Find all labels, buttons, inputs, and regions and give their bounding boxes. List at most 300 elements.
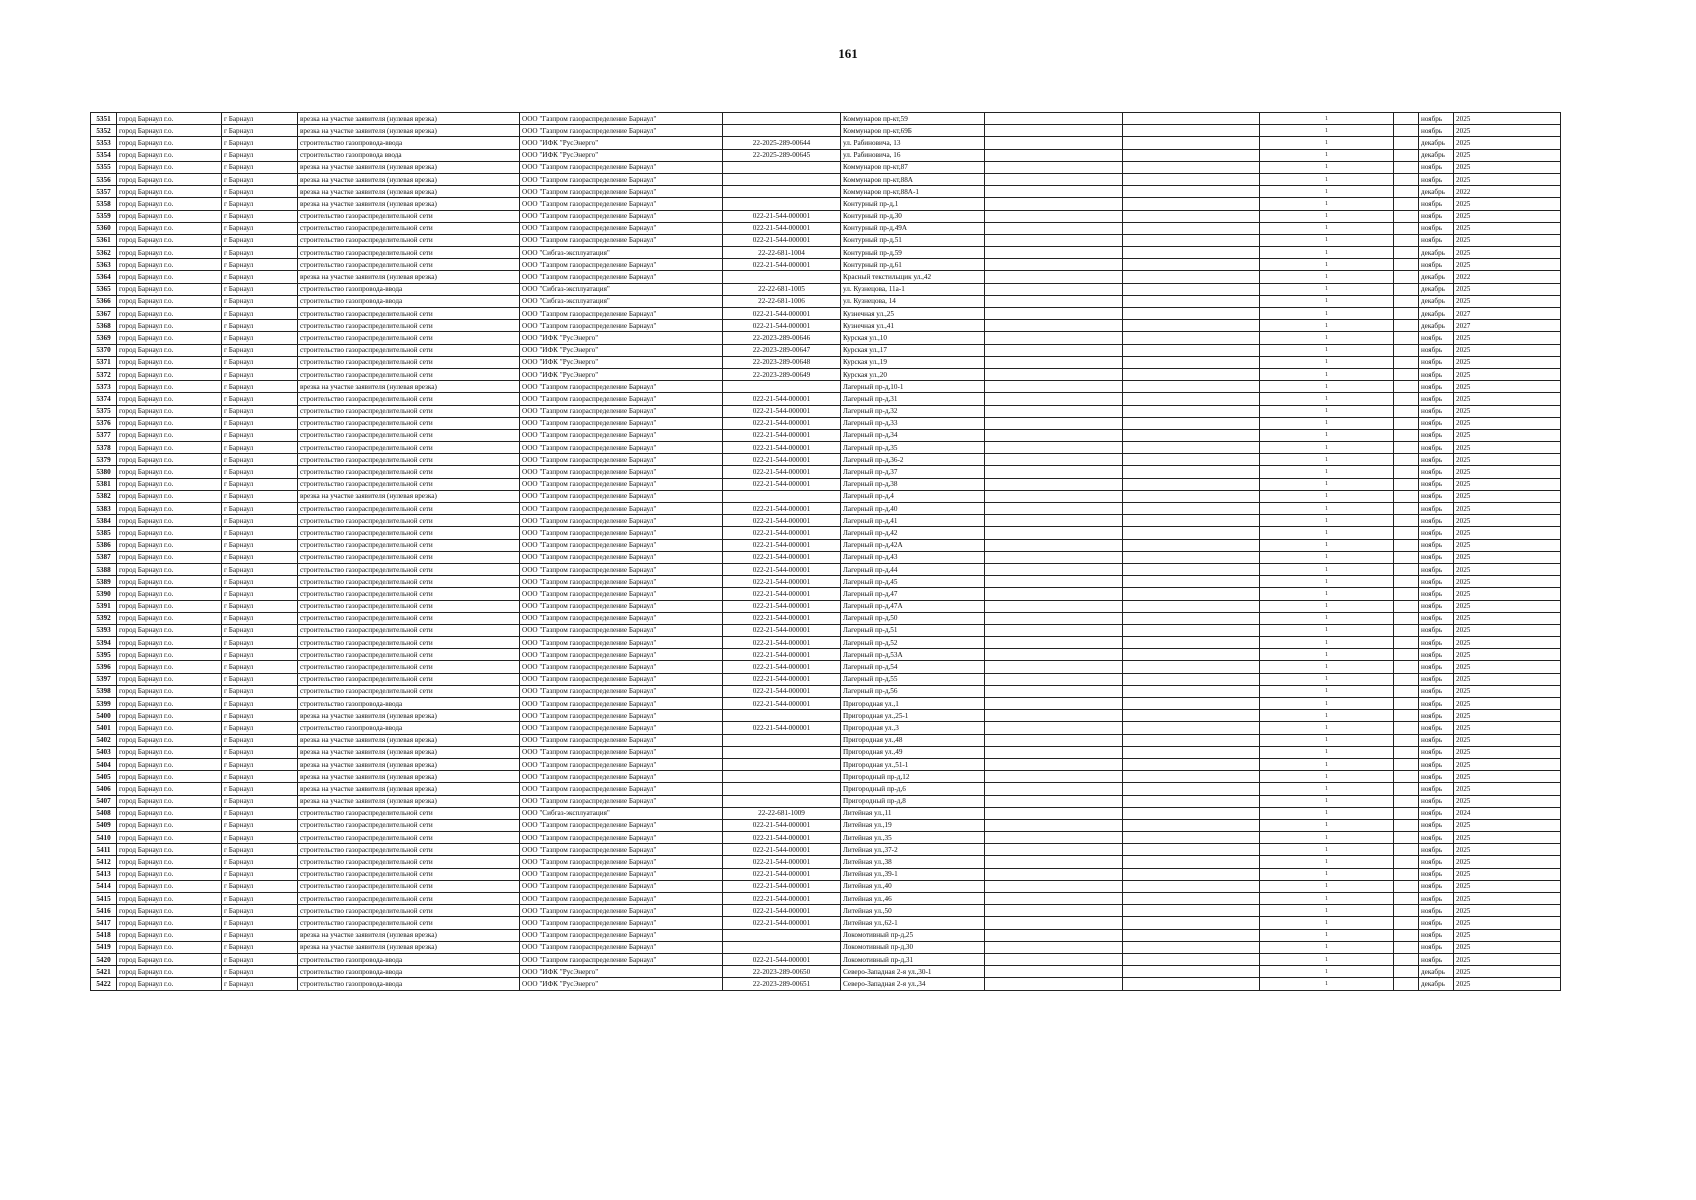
empty-cell: [985, 661, 1123, 673]
empty-cell: [1394, 515, 1419, 527]
address-cell: Литейная ул.,46: [841, 893, 985, 905]
year-cell: 2025: [1454, 344, 1561, 356]
year-cell: 2025: [1454, 234, 1561, 246]
table-row: [91, 746, 1561, 758]
address-cell: Лагерный пр-д,37: [841, 466, 985, 478]
quantity-cell: 1: [1260, 624, 1394, 636]
contract-number-cell: 022-21-544-000001: [723, 880, 841, 892]
empty-cell: [1123, 368, 1260, 380]
table-row: [91, 698, 1561, 710]
contract-number-cell: 022-21-544-000001: [723, 308, 841, 320]
quantity-cell: 1: [1260, 588, 1394, 600]
settlement-cell: г Барнаул: [222, 978, 298, 990]
table-row: [91, 332, 1561, 344]
row-number: 5403: [91, 746, 117, 758]
contract-number-cell: [723, 758, 841, 770]
empty-cell: [1123, 344, 1260, 356]
empty-cell: [985, 953, 1123, 965]
work-type-cell: строительство газораспределительной сети: [298, 917, 520, 929]
work-type-cell: строительство газораспределительной сети: [298, 478, 520, 490]
organization-cell: ООО "Газпром газораспределение Барнаул": [520, 612, 723, 624]
empty-cell: [985, 917, 1123, 929]
empty-cell: [985, 186, 1123, 198]
empty-cell: [985, 819, 1123, 831]
contract-number-cell: 022-21-544-000001: [723, 722, 841, 734]
month-cell: ноябрь: [1419, 624, 1454, 636]
settlement-cell: г Барнаул: [222, 478, 298, 490]
organization-cell: ООО "Газпром газораспределение Барнаул": [520, 673, 723, 685]
quantity-cell: 1: [1260, 698, 1394, 710]
table-row: [91, 125, 1561, 137]
address-cell: Локомотивный пр-д,25: [841, 929, 985, 941]
table-row: [91, 466, 1561, 478]
month-cell: ноябрь: [1419, 832, 1454, 844]
contract-number-cell: [723, 783, 841, 795]
quantity-cell: 1: [1260, 429, 1394, 441]
settlement-cell: г Барнаул: [222, 393, 298, 405]
month-cell: ноябрь: [1419, 917, 1454, 929]
row-number: 5408: [91, 807, 117, 819]
empty-cell: [1394, 295, 1419, 307]
organization-cell: ООО "Газпром газораспределение Барнаул": [520, 649, 723, 661]
year-cell: 2025: [1454, 222, 1561, 234]
table-row: [91, 198, 1561, 210]
quantity-cell: 1: [1260, 734, 1394, 746]
empty-cell: [1123, 149, 1260, 161]
empty-cell: [1123, 966, 1260, 978]
year-cell: 2025: [1454, 429, 1561, 441]
settlement-cell: г Барнаул: [222, 941, 298, 953]
row-number: 5366: [91, 295, 117, 307]
table-row: [91, 734, 1561, 746]
row-number: 5413: [91, 868, 117, 880]
month-cell: ноябрь: [1419, 905, 1454, 917]
month-cell: декабрь: [1419, 149, 1454, 161]
empty-cell: [1394, 758, 1419, 770]
contract-number-cell: [723, 161, 841, 173]
quantity-cell: 1: [1260, 905, 1394, 917]
year-cell: 2025: [1454, 844, 1561, 856]
row-number: 5400: [91, 710, 117, 722]
contract-number-cell: 022-21-544-000001: [723, 612, 841, 624]
work-type-cell: строительство газопровода-ввода: [298, 722, 520, 734]
address-cell: Лагерный пр-д,50: [841, 612, 985, 624]
year-cell: 2025: [1454, 551, 1561, 563]
table-row: [91, 649, 1561, 661]
contract-number-cell: 022-21-544-000001: [723, 320, 841, 332]
address-cell: Лагерный пр-д,42: [841, 527, 985, 539]
contract-number-cell: 22-22-681-1005: [723, 283, 841, 295]
row-number: 5351: [91, 113, 117, 125]
quantity-cell: 1: [1260, 649, 1394, 661]
address-cell: Красный текстильщик ул.,42: [841, 271, 985, 283]
municipality-cell: город Барнаул г.о.: [117, 758, 222, 770]
month-cell: ноябрь: [1419, 478, 1454, 490]
empty-cell: [1123, 320, 1260, 332]
settlement-cell: г Барнаул: [222, 356, 298, 368]
work-type-cell: врезка на участке заявителя (нулевая врезка): [298, 271, 520, 283]
address-cell: ул. Рабиновича, 16: [841, 149, 985, 161]
address-cell: Контурный пр-д,59: [841, 247, 985, 259]
empty-cell: [985, 941, 1123, 953]
year-cell: 2025: [1454, 600, 1561, 612]
work-type-cell: строительство газораспределительной сети: [298, 819, 520, 831]
empty-cell: [985, 893, 1123, 905]
quantity-cell: 1: [1260, 344, 1394, 356]
address-cell: Лагерный пр-д,47А: [841, 600, 985, 612]
quantity-cell: 1: [1260, 929, 1394, 941]
organization-cell: ООО "ИФК "РусЭнерго": [520, 149, 723, 161]
empty-cell: [1394, 466, 1419, 478]
empty-cell: [1394, 417, 1419, 429]
work-type-cell: строительство газораспределительной сети: [298, 405, 520, 417]
quantity-cell: 1: [1260, 832, 1394, 844]
quantity-cell: 1: [1260, 685, 1394, 697]
work-type-cell: врезка на участке заявителя (нулевая врезка): [298, 186, 520, 198]
organization-cell: ООО "ИФК "РусЭнерго": [520, 966, 723, 978]
quantity-cell: 1: [1260, 953, 1394, 965]
empty-cell: [1123, 551, 1260, 563]
contract-number-cell: 022-21-544-000001: [723, 429, 841, 441]
empty-cell: [985, 673, 1123, 685]
work-type-cell: строительство газопровода-ввода: [298, 283, 520, 295]
settlement-cell: г Барнаул: [222, 588, 298, 600]
contract-number-cell: 022-21-544-000001: [723, 624, 841, 636]
municipality-cell: город Барнаул г.о.: [117, 442, 222, 454]
contract-number-cell: 022-21-544-000001: [723, 259, 841, 271]
empty-cell: [1394, 576, 1419, 588]
year-cell: 2025: [1454, 515, 1561, 527]
work-type-cell: строительство газопровода ввода: [298, 149, 520, 161]
month-cell: ноябрь: [1419, 600, 1454, 612]
empty-cell: [985, 149, 1123, 161]
year-cell: 2025: [1454, 503, 1561, 515]
municipality-cell: город Барнаул г.о.: [117, 953, 222, 965]
contract-number-cell: 22-2023-289-00647: [723, 344, 841, 356]
work-type-cell: строительство газопровода-ввода: [298, 966, 520, 978]
year-cell: 2025: [1454, 198, 1561, 210]
year-cell: 2025: [1454, 710, 1561, 722]
empty-cell: [1123, 600, 1260, 612]
empty-cell: [1394, 929, 1419, 941]
municipality-cell: город Барнаул г.о.: [117, 308, 222, 320]
quantity-cell: 1: [1260, 381, 1394, 393]
month-cell: ноябрь: [1419, 795, 1454, 807]
municipality-cell: город Барнаул г.о.: [117, 649, 222, 661]
work-type-cell: строительство газораспределительной сети: [298, 234, 520, 246]
empty-cell: [985, 210, 1123, 222]
work-type-cell: строительство газораспределительной сети: [298, 210, 520, 222]
address-cell: Контурный пр-д,61: [841, 259, 985, 271]
settlement-cell: г Барнаул: [222, 186, 298, 198]
municipality-cell: город Барнаул г.о.: [117, 161, 222, 173]
work-type-cell: строительство газораспределительной сети: [298, 515, 520, 527]
address-cell: Локомотивный пр-д,31: [841, 953, 985, 965]
year-cell: 2025: [1454, 893, 1561, 905]
organization-cell: ООО "Газпром газораспределение Барнаул": [520, 490, 723, 502]
empty-cell: [985, 832, 1123, 844]
work-type-cell: строительство газораспределительной сети: [298, 332, 520, 344]
empty-cell: [1123, 515, 1260, 527]
settlement-cell: г Барнаул: [222, 856, 298, 868]
municipality-cell: город Барнаул г.о.: [117, 125, 222, 137]
empty-cell: [1394, 698, 1419, 710]
address-cell: Коммунаров пр-кт,88А-1: [841, 186, 985, 198]
organization-cell: ООО "Газпром газораспределение Барнаул": [520, 198, 723, 210]
empty-cell: [985, 393, 1123, 405]
contract-number-cell: 022-21-544-000001: [723, 588, 841, 600]
empty-cell: [1123, 198, 1260, 210]
empty-cell: [985, 758, 1123, 770]
address-cell: Лагерный пр-д,44: [841, 563, 985, 575]
contract-number-cell: [723, 746, 841, 758]
quantity-cell: 1: [1260, 466, 1394, 478]
address-cell: Лагерный пр-д,38: [841, 478, 985, 490]
quantity-cell: 1: [1260, 295, 1394, 307]
organization-cell: ООО "Газпром газораспределение Барнаул": [520, 393, 723, 405]
settlement-cell: г Барнаул: [222, 405, 298, 417]
organization-cell: ООО "Газпром газораспределение Барнаул": [520, 624, 723, 636]
month-cell: ноябрь: [1419, 807, 1454, 819]
quantity-cell: 1: [1260, 222, 1394, 234]
municipality-cell: город Барнаул г.о.: [117, 478, 222, 490]
quantity-cell: 1: [1260, 527, 1394, 539]
contract-number-cell: [723, 734, 841, 746]
work-type-cell: строительство газораспределительной сети: [298, 222, 520, 234]
empty-cell: [985, 929, 1123, 941]
empty-cell: [1394, 856, 1419, 868]
work-type-cell: строительство газораспределительной сети: [298, 356, 520, 368]
row-number: 5361: [91, 234, 117, 246]
address-cell: ул. Кузнецова, 11а-1: [841, 283, 985, 295]
organization-cell: ООО "Газпром газораспределение Барнаул": [520, 381, 723, 393]
settlement-cell: г Барнаул: [222, 905, 298, 917]
year-cell: 2025: [1454, 417, 1561, 429]
row-number: 5394: [91, 637, 117, 649]
empty-cell: [1394, 893, 1419, 905]
empty-cell: [1394, 490, 1419, 502]
contract-number-cell: [723, 490, 841, 502]
row-number: 5372: [91, 368, 117, 380]
empty-cell: [1123, 868, 1260, 880]
row-number: 5404: [91, 758, 117, 770]
address-cell: Лагерный пр-д,35: [841, 442, 985, 454]
quantity-cell: 1: [1260, 149, 1394, 161]
organization-cell: ООО "Сибгаз-эксплуатация": [520, 283, 723, 295]
year-cell: 2025: [1454, 113, 1561, 125]
empty-cell: [985, 698, 1123, 710]
address-cell: Лагерный пр-д,32: [841, 405, 985, 417]
empty-cell: [985, 612, 1123, 624]
address-cell: Литейная ул.,38: [841, 856, 985, 868]
row-number: 5375: [91, 405, 117, 417]
quantity-cell: 1: [1260, 710, 1394, 722]
municipality-cell: город Барнаул г.о.: [117, 113, 222, 125]
quantity-cell: 1: [1260, 637, 1394, 649]
row-number: 5362: [91, 247, 117, 259]
work-type-cell: строительство газораспределительной сети: [298, 417, 520, 429]
organization-cell: ООО "Газпром газораспределение Барнаул": [520, 515, 723, 527]
empty-cell: [985, 539, 1123, 551]
empty-cell: [985, 173, 1123, 185]
empty-cell: [985, 905, 1123, 917]
empty-cell: [1394, 819, 1419, 831]
empty-cell: [1394, 978, 1419, 990]
empty-cell: [985, 198, 1123, 210]
contract-number-cell: 022-21-544-000001: [723, 649, 841, 661]
quantity-cell: 1: [1260, 234, 1394, 246]
year-cell: 2025: [1454, 917, 1561, 929]
settlement-cell: г Барнаул: [222, 320, 298, 332]
organization-cell: ООО "Газпром газораспределение Барнаул": [520, 222, 723, 234]
row-number: 5357: [91, 186, 117, 198]
organization-cell: ООО "Газпром газораспределение Барнаул": [520, 551, 723, 563]
work-type-cell: строительство газораспределительной сети: [298, 624, 520, 636]
organization-cell: ООО "Газпром газораспределение Барнаул": [520, 161, 723, 173]
quantity-cell: 1: [1260, 161, 1394, 173]
empty-cell: [1123, 356, 1260, 368]
settlement-cell: г Барнаул: [222, 710, 298, 722]
address-cell: Пригородная ул.,48: [841, 734, 985, 746]
month-cell: ноябрь: [1419, 929, 1454, 941]
empty-cell: [1123, 417, 1260, 429]
row-number: 5360: [91, 222, 117, 234]
table-row: [91, 283, 1561, 295]
month-cell: ноябрь: [1419, 953, 1454, 965]
empty-cell: [1394, 271, 1419, 283]
organization-cell: ООО "Газпром газораспределение Барнаул": [520, 210, 723, 222]
settlement-cell: г Барнаул: [222, 527, 298, 539]
work-type-cell: врезка на участке заявителя (нулевая врезка): [298, 490, 520, 502]
year-cell: 2025: [1454, 868, 1561, 880]
table-row: [91, 832, 1561, 844]
empty-cell: [1123, 125, 1260, 137]
work-type-cell: строительство газораспределительной сети: [298, 429, 520, 441]
quantity-cell: 1: [1260, 941, 1394, 953]
year-cell: 2025: [1454, 247, 1561, 259]
month-cell: ноябрь: [1419, 503, 1454, 515]
contract-number-cell: 022-21-544-000001: [723, 673, 841, 685]
quantity-cell: 1: [1260, 173, 1394, 185]
quantity-cell: 1: [1260, 807, 1394, 819]
empty-cell: [1123, 710, 1260, 722]
empty-cell: [1394, 624, 1419, 636]
organization-cell: ООО "Газпром газораспределение Барнаул": [520, 819, 723, 831]
address-cell: Контурный пр-д,49А: [841, 222, 985, 234]
quantity-cell: 1: [1260, 600, 1394, 612]
contract-number-cell: 22-22-681-1009: [723, 807, 841, 819]
empty-cell: [1394, 563, 1419, 575]
empty-cell: [1394, 320, 1419, 332]
work-type-cell: врезка на участке заявителя (нулевая врезка): [298, 771, 520, 783]
year-cell: 2025: [1454, 356, 1561, 368]
year-cell: 2025: [1454, 259, 1561, 271]
row-number: 5416: [91, 905, 117, 917]
table-row: [91, 247, 1561, 259]
work-type-cell: строительство газораспределительной сети: [298, 588, 520, 600]
municipality-cell: город Барнаул г.о.: [117, 771, 222, 783]
address-cell: Лагерный пр-д,41: [841, 515, 985, 527]
empty-cell: [1394, 381, 1419, 393]
address-cell: Пригородная ул.,1: [841, 698, 985, 710]
table-row: [91, 173, 1561, 185]
work-type-cell: строительство газораспределительной сети: [298, 551, 520, 563]
table-row: [91, 539, 1561, 551]
row-number: 5399: [91, 698, 117, 710]
quantity-cell: 1: [1260, 503, 1394, 515]
empty-cell: [1394, 210, 1419, 222]
municipality-cell: город Барнаул г.о.: [117, 247, 222, 259]
table-row: [91, 295, 1561, 307]
settlement-cell: г Барнаул: [222, 137, 298, 149]
municipality-cell: город Барнаул г.о.: [117, 612, 222, 624]
municipality-cell: город Барнаул г.о.: [117, 259, 222, 271]
row-number: 5365: [91, 283, 117, 295]
month-cell: ноябрь: [1419, 381, 1454, 393]
empty-cell: [1123, 649, 1260, 661]
table-row: [91, 807, 1561, 819]
empty-cell: [985, 429, 1123, 441]
row-number: 5417: [91, 917, 117, 929]
empty-cell: [1394, 198, 1419, 210]
organization-cell: ООО "Газпром газораспределение Барнаул": [520, 125, 723, 137]
municipality-cell: город Барнаул г.о.: [117, 576, 222, 588]
work-type-cell: врезка на участке заявителя (нулевая врезка): [298, 381, 520, 393]
settlement-cell: г Барнаул: [222, 173, 298, 185]
table-row: [91, 515, 1561, 527]
row-number: 5379: [91, 454, 117, 466]
table-row: [91, 356, 1561, 368]
contract-number-cell: 22-22-681-1006: [723, 295, 841, 307]
month-cell: ноябрь: [1419, 161, 1454, 173]
table-row: [91, 490, 1561, 502]
row-number: 5383: [91, 503, 117, 515]
row-number: 5409: [91, 819, 117, 831]
organization-cell: ООО "Газпром газораспределение Барнаул": [520, 563, 723, 575]
table-row: [91, 624, 1561, 636]
table-row: [91, 137, 1561, 149]
table-row: [91, 161, 1561, 173]
table-row: [91, 576, 1561, 588]
organization-cell: ООО "Газпром газораспределение Барнаул": [520, 113, 723, 125]
quantity-cell: 1: [1260, 539, 1394, 551]
address-cell: Лагерный пр-д,33: [841, 417, 985, 429]
month-cell: ноябрь: [1419, 880, 1454, 892]
organization-cell: ООО "Сибгаз-эксплуатация": [520, 807, 723, 819]
work-type-cell: врезка на участке заявителя (нулевая врезка): [298, 125, 520, 137]
settlement-cell: г Барнаул: [222, 271, 298, 283]
quantity-cell: 1: [1260, 113, 1394, 125]
table-row: [91, 429, 1561, 441]
empty-cell: [1123, 478, 1260, 490]
row-number: 5353: [91, 137, 117, 149]
organization-cell: ООО "Газпром газораспределение Барнаул": [520, 880, 723, 892]
month-cell: декабрь: [1419, 308, 1454, 320]
empty-cell: [1394, 527, 1419, 539]
work-type-cell: врезка на участке заявителя (нулевая врезка): [298, 746, 520, 758]
table-row: [91, 234, 1561, 246]
address-cell: Лагерный пр-д,36-2: [841, 454, 985, 466]
contract-number-cell: [723, 113, 841, 125]
month-cell: ноябрь: [1419, 649, 1454, 661]
contract-number-cell: 22-22-681-1004: [723, 247, 841, 259]
empty-cell: [1123, 429, 1260, 441]
empty-cell: [1123, 563, 1260, 575]
settlement-cell: г Барнаул: [222, 612, 298, 624]
month-cell: ноябрь: [1419, 113, 1454, 125]
municipality-cell: город Барнаул г.о.: [117, 685, 222, 697]
year-cell: 2025: [1454, 576, 1561, 588]
